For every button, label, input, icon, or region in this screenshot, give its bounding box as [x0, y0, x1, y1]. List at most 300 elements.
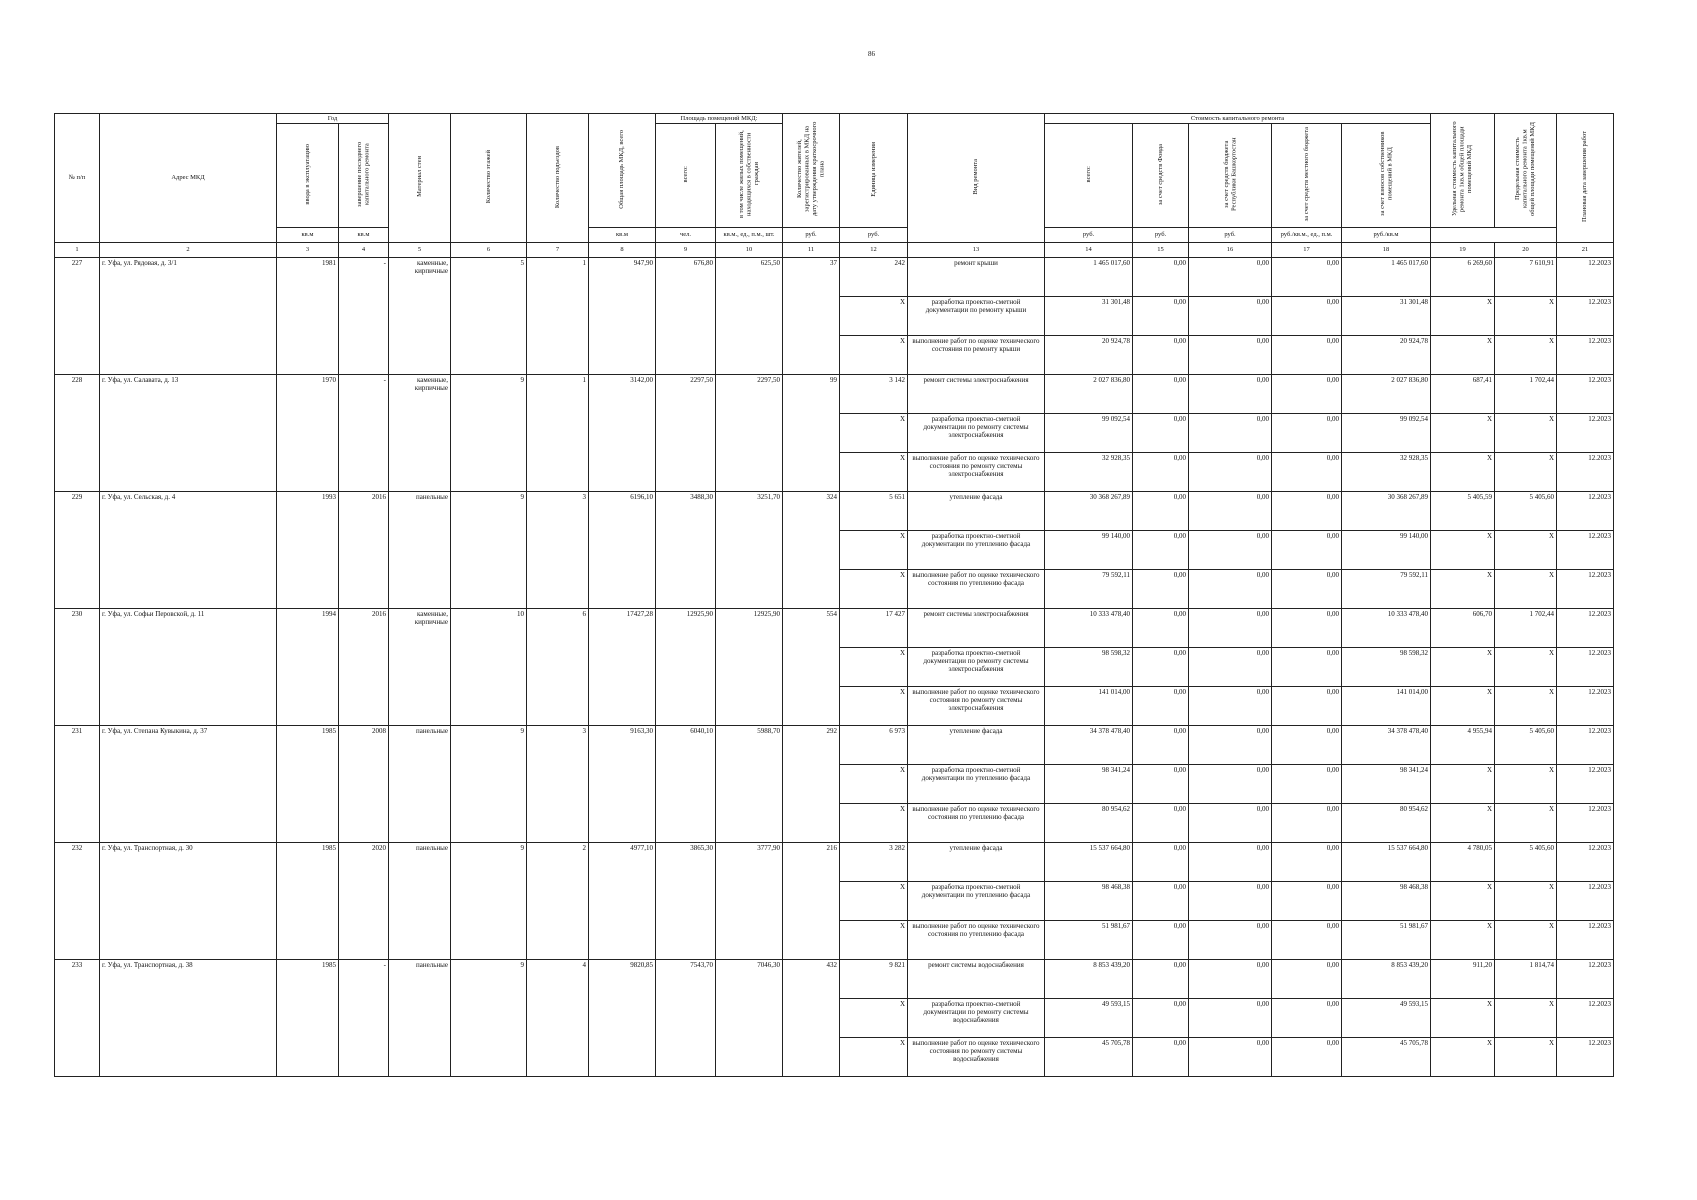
work-cost-republic: 0,00 [1189, 608, 1272, 647]
work-cost-owners: 49 593,15 [1342, 998, 1431, 1037]
hdr-floors: Количество этажей [451, 114, 527, 243]
row-wall-material: каменные, кирпичные [389, 257, 451, 374]
work-cost-total: 98 598,32 [1045, 647, 1133, 686]
hdr-address: Адрес МКД [100, 114, 277, 243]
work-cost-total: 32 928,35 [1045, 452, 1133, 491]
column-index-cell: 14 [1045, 242, 1133, 257]
work-plan-date: 12.2023 [1557, 530, 1614, 569]
work-max-cost: Х [1495, 530, 1557, 569]
row-entrances: 4 [527, 959, 589, 1076]
table-row [55, 257, 1614, 296]
work-cost-republic: 0,00 [1189, 686, 1272, 725]
row-total-area: 9820,85 [589, 959, 656, 1076]
work-cost-owners: 99 092,54 [1342, 413, 1431, 452]
unit-cell: руб. [1133, 227, 1189, 242]
work-unit-cost: Х [1431, 530, 1495, 569]
work-unit-cost: Х [1431, 803, 1495, 842]
work-cost-owners: 45 705,78 [1342, 1037, 1431, 1076]
column-index-cell: 5 [389, 242, 451, 257]
hdr-cost-local: за счет средств местного бюджета [1272, 124, 1342, 227]
row-area-residential: 2297,50 [716, 374, 783, 491]
work-cost-owners: 20 924,78 [1342, 335, 1431, 374]
work-unit-cost: Х [1431, 1037, 1495, 1076]
hdr-area-group: Площадь помещений МКД: [656, 114, 783, 124]
work-cost-local: 0,00 [1272, 452, 1342, 491]
work-unit: 9 821 [840, 959, 908, 998]
column-index-cell: 12 [840, 242, 908, 257]
row-year-last-repair: 2020 [339, 842, 389, 959]
work-cost-total: 8 853 439,20 [1045, 959, 1133, 998]
row-total-area: 3142,00 [589, 374, 656, 491]
work-cost-republic: 0,00 [1189, 413, 1272, 452]
work-max-cost: Х [1495, 686, 1557, 725]
work-max-cost: Х [1495, 413, 1557, 452]
work-plan-date: 12.2023 [1557, 569, 1614, 608]
hdr-cost-republic: за счет средств бюджета Республики Башкортостан [1189, 124, 1272, 227]
work-type: разработка проектно-сметной документации по утеплению фасада [908, 764, 1045, 803]
column-index-cell: 13 [908, 242, 1045, 257]
work-max-cost: Х [1495, 803, 1557, 842]
work-unit-cost: 606,70 [1431, 608, 1495, 647]
work-unit-cost: Х [1431, 335, 1495, 374]
work-type: разработка проектно-сметной документации по ремонту системы электроснабжения [908, 647, 1045, 686]
row-floors: 9 [451, 374, 527, 491]
column-index-cell: 4 [339, 242, 389, 257]
row-residents: 216 [783, 842, 840, 959]
table-row [55, 608, 1614, 647]
column-index-cell: 19 [1431, 242, 1495, 257]
work-unit-cost: Х [1431, 998, 1495, 1037]
work-plan-date: 12.2023 [1557, 998, 1614, 1037]
row-wall-material: панельные [389, 725, 451, 842]
column-index-cell: 8 [589, 242, 656, 257]
work-unit: Х [840, 530, 908, 569]
table-row [55, 491, 1614, 530]
hdr-unit-cost: Удельная стоимость капитального ремонта 1кв.м общей площади помещений МКД [1431, 114, 1495, 228]
row-year-last-repair: 2008 [339, 725, 389, 842]
work-max-cost: Х [1495, 881, 1557, 920]
row-entrances: 3 [527, 491, 589, 608]
work-plan-date: 12.2023 [1557, 413, 1614, 452]
row-residents: 432 [783, 959, 840, 1076]
work-cost-local: 0,00 [1272, 842, 1342, 881]
work-cost-total: 30 368 267,89 [1045, 491, 1133, 530]
work-cost-owners: 79 592,11 [1342, 569, 1431, 608]
work-unit: Х [840, 686, 908, 725]
work-unit: Х [840, 452, 908, 491]
work-unit: Х [840, 647, 908, 686]
column-index-cell: 21 [1557, 242, 1614, 257]
row-floors: 9 [451, 491, 527, 608]
work-cost-republic: 0,00 [1189, 881, 1272, 920]
work-cost-total: 31 301,48 [1045, 296, 1133, 335]
work-type: утепление фасада [908, 725, 1045, 764]
work-max-cost: 1 814,74 [1495, 959, 1557, 998]
work-cost-local: 0,00 [1272, 608, 1342, 647]
work-unit: Х [840, 920, 908, 959]
work-cost-owners: 99 140,00 [1342, 530, 1431, 569]
work-unit-cost: Х [1431, 686, 1495, 725]
row-area-all: 3865,30 [656, 842, 716, 959]
work-type: выполнение работ по оценке технического состояния по ремонту крыши [908, 335, 1045, 374]
work-type: разработка проектно-сметной документации по ремонту системы электроснабжения [908, 413, 1045, 452]
work-unit: Х [840, 1037, 908, 1076]
unit-cell: руб. [1045, 227, 1133, 242]
hdr-cost-total: всего: [1045, 124, 1133, 227]
work-cost-fund: 0,00 [1133, 1037, 1189, 1076]
hdr-total-area: Общая площадь МКД, всего [589, 114, 656, 228]
hdr-num: № п/п [55, 114, 100, 243]
work-cost-owners: 1 465 017,60 [1342, 257, 1431, 296]
row-floors: 10 [451, 608, 527, 725]
column-index-cell: 17 [1272, 242, 1342, 257]
work-cost-total: 79 592,11 [1045, 569, 1133, 608]
work-cost-fund: 0,00 [1133, 686, 1189, 725]
work-cost-republic: 0,00 [1189, 530, 1272, 569]
work-cost-local: 0,00 [1272, 725, 1342, 764]
hdr-area-all: всего: [656, 124, 716, 227]
work-unit-cost: Х [1431, 452, 1495, 491]
work-cost-republic: 0,00 [1189, 959, 1272, 998]
row-address: г. Уфа, ул. Софьи Перовской, д. 11 [100, 608, 277, 725]
work-cost-fund: 0,00 [1133, 881, 1189, 920]
work-cost-fund: 0,00 [1133, 803, 1189, 842]
work-plan-date: 12.2023 [1557, 803, 1614, 842]
work-unit: 3 142 [840, 374, 908, 413]
column-index-cell: 2 [100, 242, 277, 257]
work-max-cost: Х [1495, 452, 1557, 491]
row-total-area: 9163,30 [589, 725, 656, 842]
page-number: 86 [868, 50, 875, 58]
work-cost-fund: 0,00 [1133, 413, 1189, 452]
work-cost-owners: 31 301,48 [1342, 296, 1431, 335]
work-cost-fund: 0,00 [1133, 998, 1189, 1037]
work-type: выполнение работ по оценке технического состояния по ремонту системы водоснабжения [908, 1037, 1045, 1076]
work-unit: Х [840, 764, 908, 803]
work-unit: Х [840, 803, 908, 842]
work-unit-cost: Х [1431, 569, 1495, 608]
work-cost-local: 0,00 [1272, 881, 1342, 920]
work-cost-fund: 0,00 [1133, 764, 1189, 803]
row-area-all: 3488,30 [656, 491, 716, 608]
work-cost-fund: 0,00 [1133, 920, 1189, 959]
hdr-year-last-repair: завершение последнего капитального ремонта [339, 124, 389, 227]
work-max-cost: Х [1495, 569, 1557, 608]
work-plan-date: 12.2023 [1557, 491, 1614, 530]
work-cost-total: 15 537 664,80 [1045, 842, 1133, 881]
work-cost-total: 1 465 017,60 [1045, 257, 1133, 296]
work-cost-fund: 0,00 [1133, 491, 1189, 530]
work-cost-total: 10 333 478,40 [1045, 608, 1133, 647]
work-cost-republic: 0,00 [1189, 647, 1272, 686]
column-index-cell: 15 [1133, 242, 1189, 257]
work-type: ремонт системы водоснабжения [908, 959, 1045, 998]
work-cost-republic: 0,00 [1189, 920, 1272, 959]
work-max-cost: 5 405,60 [1495, 491, 1557, 530]
work-unit-cost: 911,20 [1431, 959, 1495, 998]
work-max-cost: Х [1495, 920, 1557, 959]
work-cost-fund: 0,00 [1133, 452, 1189, 491]
work-cost-owners: 30 368 267,89 [1342, 491, 1431, 530]
table-row [55, 374, 1614, 413]
work-plan-date: 12.2023 [1557, 842, 1614, 881]
work-unit-cost: Х [1431, 920, 1495, 959]
work-cost-owners: 8 853 439,20 [1342, 959, 1431, 998]
work-cost-fund: 0,00 [1133, 530, 1189, 569]
work-unit-cost: 4 955,94 [1431, 725, 1495, 764]
work-type: ремонт системы электроснабжения [908, 608, 1045, 647]
row-total-area: 947,90 [589, 257, 656, 374]
work-type: утепление фасада [908, 842, 1045, 881]
hdr-cost-fund: за счет средств Фонда [1133, 124, 1189, 227]
work-plan-date: 12.2023 [1557, 335, 1614, 374]
work-cost-fund: 0,00 [1133, 647, 1189, 686]
work-cost-fund: 0,00 [1133, 842, 1189, 881]
row-number: 231 [55, 725, 100, 842]
unit-cell: руб. [783, 227, 840, 242]
work-unit-cost: Х [1431, 296, 1495, 335]
row-floors: 9 [451, 725, 527, 842]
work-max-cost: Х [1495, 647, 1557, 686]
column-index-cell: 11 [783, 242, 840, 257]
work-cost-republic: 0,00 [1189, 803, 1272, 842]
row-area-all: 7543,70 [656, 959, 716, 1076]
work-max-cost: 1 702,44 [1495, 608, 1557, 647]
column-index-cell: 9 [656, 242, 716, 257]
hdr-max-cost: Предельная стоимость капитального ремонта 1кв.м общей площади помещений МКД [1495, 114, 1557, 228]
work-cost-local: 0,00 [1272, 920, 1342, 959]
hdr-plan-date: Плановая дата завершения работ [1557, 114, 1614, 243]
work-type: утепление фасада [908, 491, 1045, 530]
work-cost-total: 45 705,78 [1045, 1037, 1133, 1076]
work-unit: Х [840, 998, 908, 1037]
unit-cell: руб./кв.м [1342, 227, 1431, 242]
work-max-cost: Х [1495, 335, 1557, 374]
work-cost-fund: 0,00 [1133, 725, 1189, 764]
work-cost-total: 49 593,15 [1045, 998, 1133, 1037]
work-cost-local: 0,00 [1272, 530, 1342, 569]
row-area-all: 676,80 [656, 257, 716, 374]
hdr-repair-type: Вид ремонта [908, 114, 1045, 243]
work-max-cost: Х [1495, 296, 1557, 335]
row-total-area: 4977,10 [589, 842, 656, 959]
work-type: выполнение работ по оценке технического состояния по ремонту системы электроснабжения [908, 686, 1045, 725]
work-cost-total: 2 027 836,80 [1045, 374, 1133, 413]
column-index-row [55, 242, 1614, 257]
row-year-commission: 1985 [277, 959, 339, 1076]
row-year-last-repair: - [339, 257, 389, 374]
work-cost-local: 0,00 [1272, 413, 1342, 452]
unit-cell: руб./кв.м., ед., п.м. [1272, 227, 1342, 242]
row-residents: 292 [783, 725, 840, 842]
work-unit-cost: 5 405,59 [1431, 491, 1495, 530]
row-number: 227 [55, 257, 100, 374]
work-unit-cost: Х [1431, 647, 1495, 686]
work-plan-date: 12.2023 [1557, 452, 1614, 491]
hdr-year-group: Год [277, 114, 389, 124]
work-cost-owners: 10 333 478,40 [1342, 608, 1431, 647]
row-year-commission: 1970 [277, 374, 339, 491]
work-max-cost: Х [1495, 764, 1557, 803]
work-type: разработка проектно-сметной документации по ремонту крыши [908, 296, 1045, 335]
work-cost-republic: 0,00 [1189, 491, 1272, 530]
work-cost-total: 141 014,00 [1045, 686, 1133, 725]
work-cost-local: 0,00 [1272, 1037, 1342, 1076]
row-floors: 9 [451, 959, 527, 1076]
row-number: 233 [55, 959, 100, 1076]
work-unit: Х [840, 296, 908, 335]
hdr-wall-material: Материал стен [389, 114, 451, 243]
hdr-residents: Количество жителей, зарегистрированных в МКД на дату утверждения краткосрочного плана [783, 114, 840, 228]
row-residents: 37 [783, 257, 840, 374]
row-area-residential: 625,50 [716, 257, 783, 374]
row-year-commission: 1985 [277, 725, 339, 842]
row-floors: 5 [451, 257, 527, 374]
work-type: выполнение работ по оценке технического состояния по утеплению фасада [908, 569, 1045, 608]
work-cost-owners: 32 928,35 [1342, 452, 1431, 491]
work-plan-date: 12.2023 [1557, 296, 1614, 335]
row-residents: 99 [783, 374, 840, 491]
work-cost-owners: 2 027 836,80 [1342, 374, 1431, 413]
work-plan-date: 12.2023 [1557, 257, 1614, 296]
work-max-cost: 1 702,44 [1495, 374, 1557, 413]
work-max-cost: Х [1495, 1037, 1557, 1076]
work-cost-total: 98 341,24 [1045, 764, 1133, 803]
table-row [55, 842, 1614, 881]
row-area-residential: 3251,70 [716, 491, 783, 608]
row-area-all: 6040,10 [656, 725, 716, 842]
hdr-entrances: Количество подъездов [527, 114, 589, 243]
row-year-commission: 1994 [277, 608, 339, 725]
row-entrances: 1 [527, 374, 589, 491]
work-cost-total: 99 092,54 [1045, 413, 1133, 452]
row-area-residential: 5988,70 [716, 725, 783, 842]
work-cost-owners: 15 537 664,80 [1342, 842, 1431, 881]
work-cost-republic: 0,00 [1189, 998, 1272, 1037]
work-cost-total: 51 981,67 [1045, 920, 1133, 959]
row-residents: 324 [783, 491, 840, 608]
work-cost-total: 80 954,62 [1045, 803, 1133, 842]
work-cost-republic: 0,00 [1189, 725, 1272, 764]
row-address: г. Уфа, ул. Транспортная, д. 30 [100, 842, 277, 959]
work-cost-owners: 80 954,62 [1342, 803, 1431, 842]
work-unit-cost: 4 780,05 [1431, 842, 1495, 881]
work-unit: 3 282 [840, 842, 908, 881]
row-number: 228 [55, 374, 100, 491]
work-cost-republic: 0,00 [1189, 257, 1272, 296]
row-total-area: 6196,10 [589, 491, 656, 608]
column-index-cell: 16 [1189, 242, 1272, 257]
row-floors: 9 [451, 842, 527, 959]
row-year-last-repair: - [339, 959, 389, 1076]
hdr-unit: Единица измерения [840, 114, 908, 228]
hdr-cost-owners: за счет взносов собственников помещений в МКД [1342, 124, 1431, 227]
work-cost-local: 0,00 [1272, 257, 1342, 296]
row-address: г. Уфа, ул. Степана Кувыкина, д. 37 [100, 725, 277, 842]
work-cost-fund: 0,00 [1133, 335, 1189, 374]
unit-cell: чел. [656, 227, 716, 242]
work-cost-republic: 0,00 [1189, 374, 1272, 413]
row-address: г. Уфа, ул. Сельская, д. 4 [100, 491, 277, 608]
work-cost-fund: 0,00 [1133, 296, 1189, 335]
work-plan-date: 12.2023 [1557, 647, 1614, 686]
work-cost-fund: 0,00 [1133, 959, 1189, 998]
work-unit: Х [840, 413, 908, 452]
work-cost-republic: 0,00 [1189, 452, 1272, 491]
work-unit-cost: 6 269,60 [1431, 257, 1495, 296]
row-entrances: 1 [527, 257, 589, 374]
row-address: г. Уфа, ул. Рядовая, д. 3/1 [100, 257, 277, 374]
work-plan-date: 12.2023 [1557, 686, 1614, 725]
work-plan-date: 12.2023 [1557, 764, 1614, 803]
work-type: выполнение работ по оценке технического состояния по ремонту системы электроснабжения [908, 452, 1045, 491]
work-cost-local: 0,00 [1272, 569, 1342, 608]
work-cost-total: 99 140,00 [1045, 530, 1133, 569]
work-cost-owners: 34 378 478,40 [1342, 725, 1431, 764]
work-unit-cost: Х [1431, 764, 1495, 803]
row-residents: 554 [783, 608, 840, 725]
unit-cell: руб. [1189, 227, 1272, 242]
row-wall-material: панельные [389, 842, 451, 959]
work-unit: Х [840, 335, 908, 374]
row-address: г. Уфа, ул. Салавата, д. 13 [100, 374, 277, 491]
work-cost-republic: 0,00 [1189, 842, 1272, 881]
hdr-year-commission: ввода в эксплуатацию [277, 124, 339, 227]
row-wall-material: каменные, кирпичные [389, 374, 451, 491]
row-year-commission: 1985 [277, 842, 339, 959]
work-type: выполнение работ по оценке технического состояния по утеплению фасада [908, 803, 1045, 842]
row-year-last-repair: - [339, 374, 389, 491]
work-cost-total: 34 378 478,40 [1045, 725, 1133, 764]
row-year-commission: 1981 [277, 257, 339, 374]
row-area-all: 2297,50 [656, 374, 716, 491]
hdr-cost-group: Стоимость капитального ремонта [1045, 114, 1431, 124]
work-cost-local: 0,00 [1272, 296, 1342, 335]
work-plan-date: 12.2023 [1557, 374, 1614, 413]
work-plan-date: 12.2023 [1557, 881, 1614, 920]
work-unit-cost: 687,41 [1431, 374, 1495, 413]
work-cost-total: 98 468,38 [1045, 881, 1133, 920]
table-row [55, 725, 1614, 764]
work-type: ремонт крыши [908, 257, 1045, 296]
row-year-commission: 1993 [277, 491, 339, 608]
work-cost-owners: 98 598,32 [1342, 647, 1431, 686]
work-cost-fund: 0,00 [1133, 374, 1189, 413]
work-cost-owners: 98 341,24 [1342, 764, 1431, 803]
row-number: 229 [55, 491, 100, 608]
capital-repair-table [54, 113, 1614, 1077]
row-total-area: 17427,28 [589, 608, 656, 725]
work-cost-local: 0,00 [1272, 374, 1342, 413]
work-max-cost: 5 405,60 [1495, 725, 1557, 764]
work-cost-republic: 0,00 [1189, 1037, 1272, 1076]
work-cost-total: 20 924,78 [1045, 335, 1133, 374]
row-number: 230 [55, 608, 100, 725]
column-index-cell: 10 [716, 242, 783, 257]
table-row [55, 959, 1614, 998]
work-cost-fund: 0,00 [1133, 569, 1189, 608]
row-entrances: 6 [527, 608, 589, 725]
work-type: разработка проектно-сметной документации по ремонту системы водоснабжения [908, 998, 1045, 1037]
work-cost-local: 0,00 [1272, 686, 1342, 725]
unit-cell: кв.м., ед., п.м., шт. [716, 227, 783, 242]
work-cost-owners: 98 468,38 [1342, 881, 1431, 920]
work-cost-local: 0,00 [1272, 335, 1342, 374]
column-index-cell: 7 [527, 242, 589, 257]
work-plan-date: 12.2023 [1557, 959, 1614, 998]
column-index-cell: 18 [1342, 242, 1431, 257]
work-cost-fund: 0,00 [1133, 257, 1189, 296]
